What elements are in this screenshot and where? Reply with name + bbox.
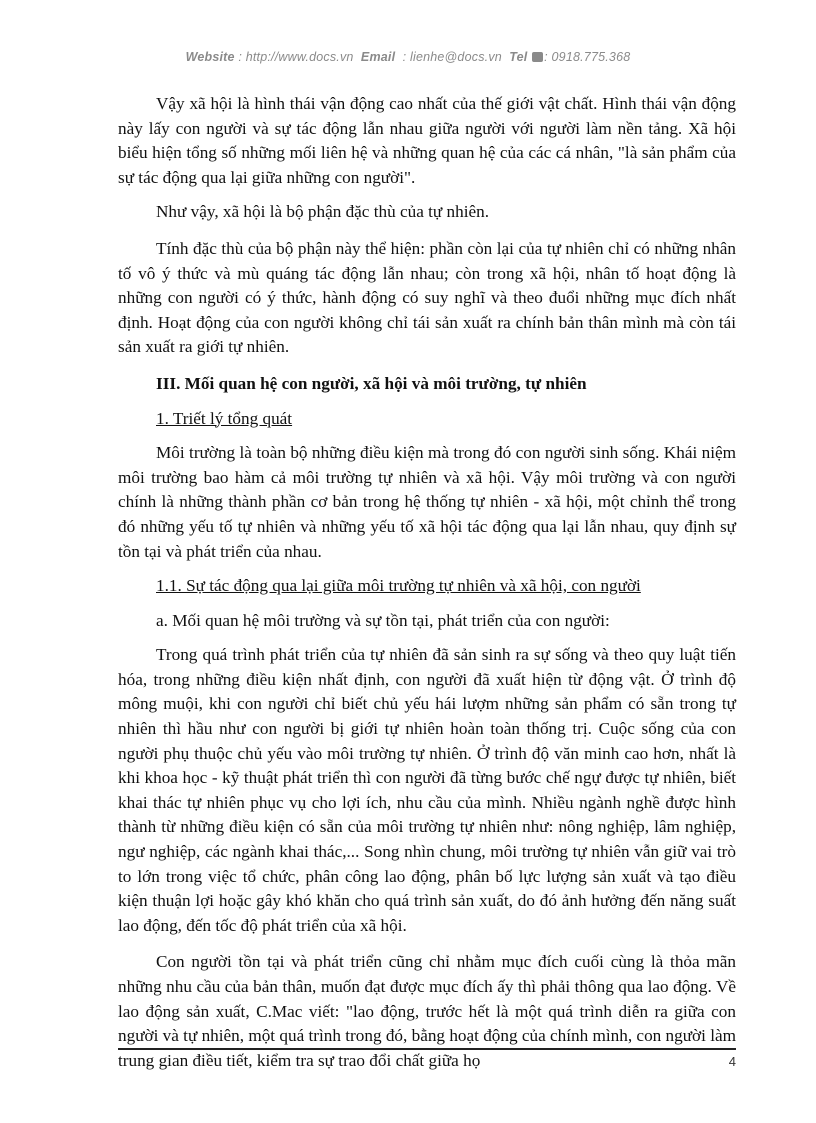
paragraph-society-motion: Vậy xã hội là hình thái vận động cao nhất của thế giới vật chất. Hình thái vận động này lấy con người và sự tác động lẫn nhau giữa người với người làm nền tảng. Xã hội biểu hiện tổng số những mối liên hệ và những quan hệ của các cá nhân, "là sản phẩm của sự tác động qua lại giữa những con người".: [118, 94, 736, 187]
paragraph-evolution: Trong quá trình phát triển của tự nhiên đã sản sinh ra sự sống và theo quy luật tiến hóa, trong những điều kiện nhất định, con người đã xuất hiện từ động vật. Ở trình độ mông muội, khi con người chỉ biết chủ yếu hái lượm những sản phẩm có sẵn trong tự nhiên thì hầu như con người bị giới tự nhiên hoàn toàn thống trị. Cuộc sống của con người phụ thuộc chủ yếu vào môi trường tự nhiên. Ở trình độ văn minh cao hơn, nhất là khi khoa học - kỹ thuật phát triển thì con người đã từng bước chế ngự được tự nhiên, biết khai thác tự nhiên phục vụ cho lợi ích, nhu cầu của mình. Nhiều ngành nghề được hình thành từ những điều kiện có sẵn của môi trường tự nhiên như: nông nghiệp, lâm nghiệp, ngư nghiệp, các ngành khai thác,... Song nhìn chung, môi trường tự nhiên vẫn giữ vai trò to lớn trong việc tổ chức, phân công lao động, phân bố lực lượng sản xuất và tạo điều kiện thuận lợi hoặc gây khó khăn cho quá trình sản xuất, do đó ảnh hưởng đến năng suất lao động, đến tốc độ phát triển của xã hội.: [118, 645, 736, 935]
email-label: Email: [360, 50, 396, 64]
paragraph-labor: Con người tồn tại và phát triển cũng chỉ nhằm mục đích cuối cùng là thỏa mãn những nhu cầu của bản thân, muốn đạt được mục đích ấy thì phải thông qua lao động. Về lao động sản xuất, C.Mac viết: "lao động, trước hết là một quá trình diễn ra giữa con người và tự nhiên, một quá trình trong đó, bằng hoạt động của chính mình, con người làm trung gian điều tiết, kiểm tra sự trao đổi chất giữa họ: [118, 952, 736, 1070]
section-heading: III. Mối quan hệ con người, xã hội và môi trường, tự nhiên: [156, 373, 587, 393]
page-number: 4: [728, 1054, 736, 1069]
document-body: [118, 92, 736, 1073]
website-value: : http://www.docs.vn: [238, 50, 354, 64]
paragraph-society-nature: Như vậy, xã hội là bộ phận đặc thù của tự nhiên.: [156, 202, 490, 222]
subsection-heading: [118, 407, 736, 432]
subsection-title: 1. Triết lý tổng quát: [156, 408, 293, 428]
item-heading: a. Mối quan hệ môi trường và sự tồn tại, phát triển của con người:: [156, 610, 610, 630]
footer-divider: [118, 1048, 736, 1050]
email-value: : lienhe@docs.vn: [402, 50, 502, 64]
tel-label: Tel: [509, 50, 528, 64]
subsubsection-heading: [118, 574, 736, 599]
subsubsection-title: 1.1. Sự tác động qua lại giữa môi trường tự nhiên và xã hội, con người: [156, 576, 641, 596]
paragraph-environment-definition: Môi trường là toàn bộ những điều kiện mà trong đó con người sinh sống. Khái niệm môi trường bao hàm cả môi trường tự nhiên và xã hội. Vậy môi trường và con người chính là những thành phần cơ bản trong hệ thống tự nhiên - xã hội, một chỉnh thể trong đó những yếu tố tự nhiên và những yếu tố xã hội tác động qua lại lẫn nhau, quy định sự tồn tại và phát triển của nhau.: [118, 443, 736, 561]
website-label: Website: [185, 50, 235, 64]
tel-value: : 0918.775.368: [544, 50, 631, 64]
phone-icon: [532, 52, 543, 62]
paragraph-specificity: Tính đặc thù của bộ phận này thể hiện: phần còn lại của tự nhiên chỉ có những nhân tố vô ý thức và mù quáng tác động lẫn nhau; còn trong xã hội, nhân tố hoạt động là những con người có ý thức, hành động có suy nghĩ và theo đuổi những mục đích nhất định. Hoạt động của con người không chỉ tái sản xuất ra chính bản thân mình mà còn tái sản xuất ra giới tự nhiên.: [118, 238, 736, 357]
page-header: [0, 50, 816, 64]
